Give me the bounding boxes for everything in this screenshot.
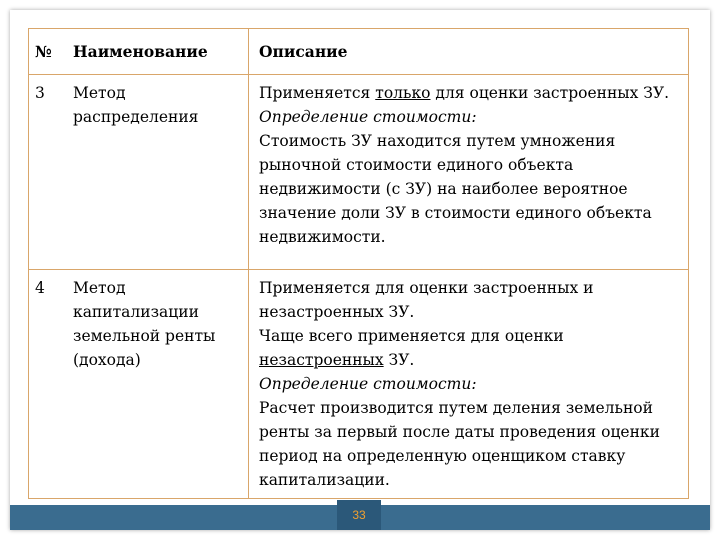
table-row <box>29 270 689 499</box>
row-num: 3 <box>29 75 68 270</box>
page-number: 33 <box>337 500 381 530</box>
row-desc <box>249 270 689 499</box>
desc-paragraph: Расчет производится путем деления земельной ренты за первый после даты проведения оценки период на определенную оценщиком ставку капитализации. <box>259 399 660 489</box>
desc-line <box>259 81 682 105</box>
desc-italic-heading: Определение стоимости: <box>259 108 477 126</box>
row-desc <box>249 75 689 270</box>
row-num: 4 <box>29 270 68 499</box>
desc-text: Чаще всего применяется для оценки <box>259 327 564 345</box>
table-row <box>29 75 689 270</box>
desc-paragraph: Стоимость ЗУ находится путем умножения рыночной стоимости единого объекта недвижимости (с ЗУ) на наиболее вероятное значение доли ЗУ в стоимости единого объекта недвижимости. <box>259 132 652 246</box>
desc-text: ЗУ. <box>383 351 415 369</box>
methods-table <box>28 28 689 499</box>
row-name: Метод распределения <box>67 75 249 270</box>
table-header-row <box>29 29 689 75</box>
row-name: Метод капитализации земельной ренты (дохода) <box>67 270 249 499</box>
desc-underlined: незастроенных <box>259 351 384 369</box>
desc-text: для оценки застроенных ЗУ. <box>430 84 670 102</box>
desc-line <box>259 324 682 372</box>
desc-underlined: только <box>375 84 431 102</box>
header-name: Наименование <box>67 29 249 75</box>
desc-italic-heading: Определение стоимости: <box>259 375 477 393</box>
desc-text: Применяется <box>259 84 376 102</box>
header-desc: Описание <box>249 29 689 75</box>
desc-paragraph: Применяется для оценки застроенных и незастроенных ЗУ. <box>259 279 594 321</box>
header-num: № <box>29 29 68 75</box>
